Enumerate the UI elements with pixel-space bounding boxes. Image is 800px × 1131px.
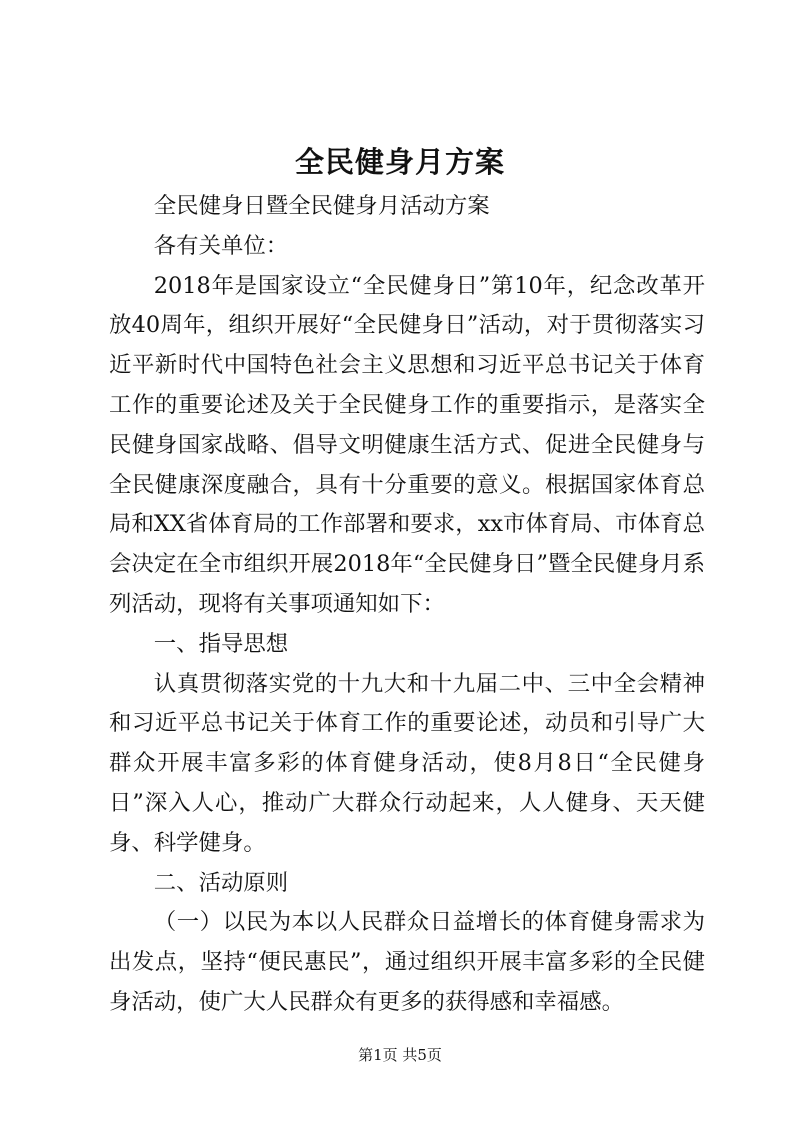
salutation-paragraph: 各有关单位： [153,232,289,259]
page-footer: 第1页 共5页 [358,1046,442,1064]
section-heading-guiding-thought: 一、指导思想 [153,630,289,657]
document-title: 全民健身月方案 [294,145,505,179]
principle-one-paragraph: （一）以民为本以人民群众日益增长的体育健身需求为出发点，坚持“便民惠民”，通过组织开展丰富多彩的全民健身活动，使广大人民群众有更多的获得感和幸福感。 [109,909,705,1015]
subtitle-paragraph: 全民健身日暨全民健身月活动方案 [153,193,490,219]
guiding-thought-paragraph: 认真贯彻落实党的十九大和十九届二中、三中全会精神和习近平总书记关于体育工作的重要论述，动员和引导广大群众开展丰富多彩的体育健身活动，使8月8日“全民健身日”深入人心，推动广大群众行动起来，人人健身、天天健身、科学健身。 [109,670,705,856]
section-heading-principles: 二、活动原则 [153,869,289,896]
document-body [109,187,705,1023]
intro-paragraph: 2018年是国家设立“全民健身日”第10年，纪念改革开放40周年，组织开展好“全民健身日”活动，对于贯彻落实习近平新时代中国特色社会主义思想和习近平总书记关于体育工作的重要论述及关于全民健身工作的重要指示，是落实全民健身国家战略、倡导文明健康生活方式、促进全民健身与全民健康深度融合，具有十分重要的意义。根据国家体育总局和XX省体育局的工作部署和要求，xx市体育局、市体育总会决定在全市组织开展2018年“全民健身日”暨全民健身月系列活动，现将有关事项通知如下： [109,272,705,617]
